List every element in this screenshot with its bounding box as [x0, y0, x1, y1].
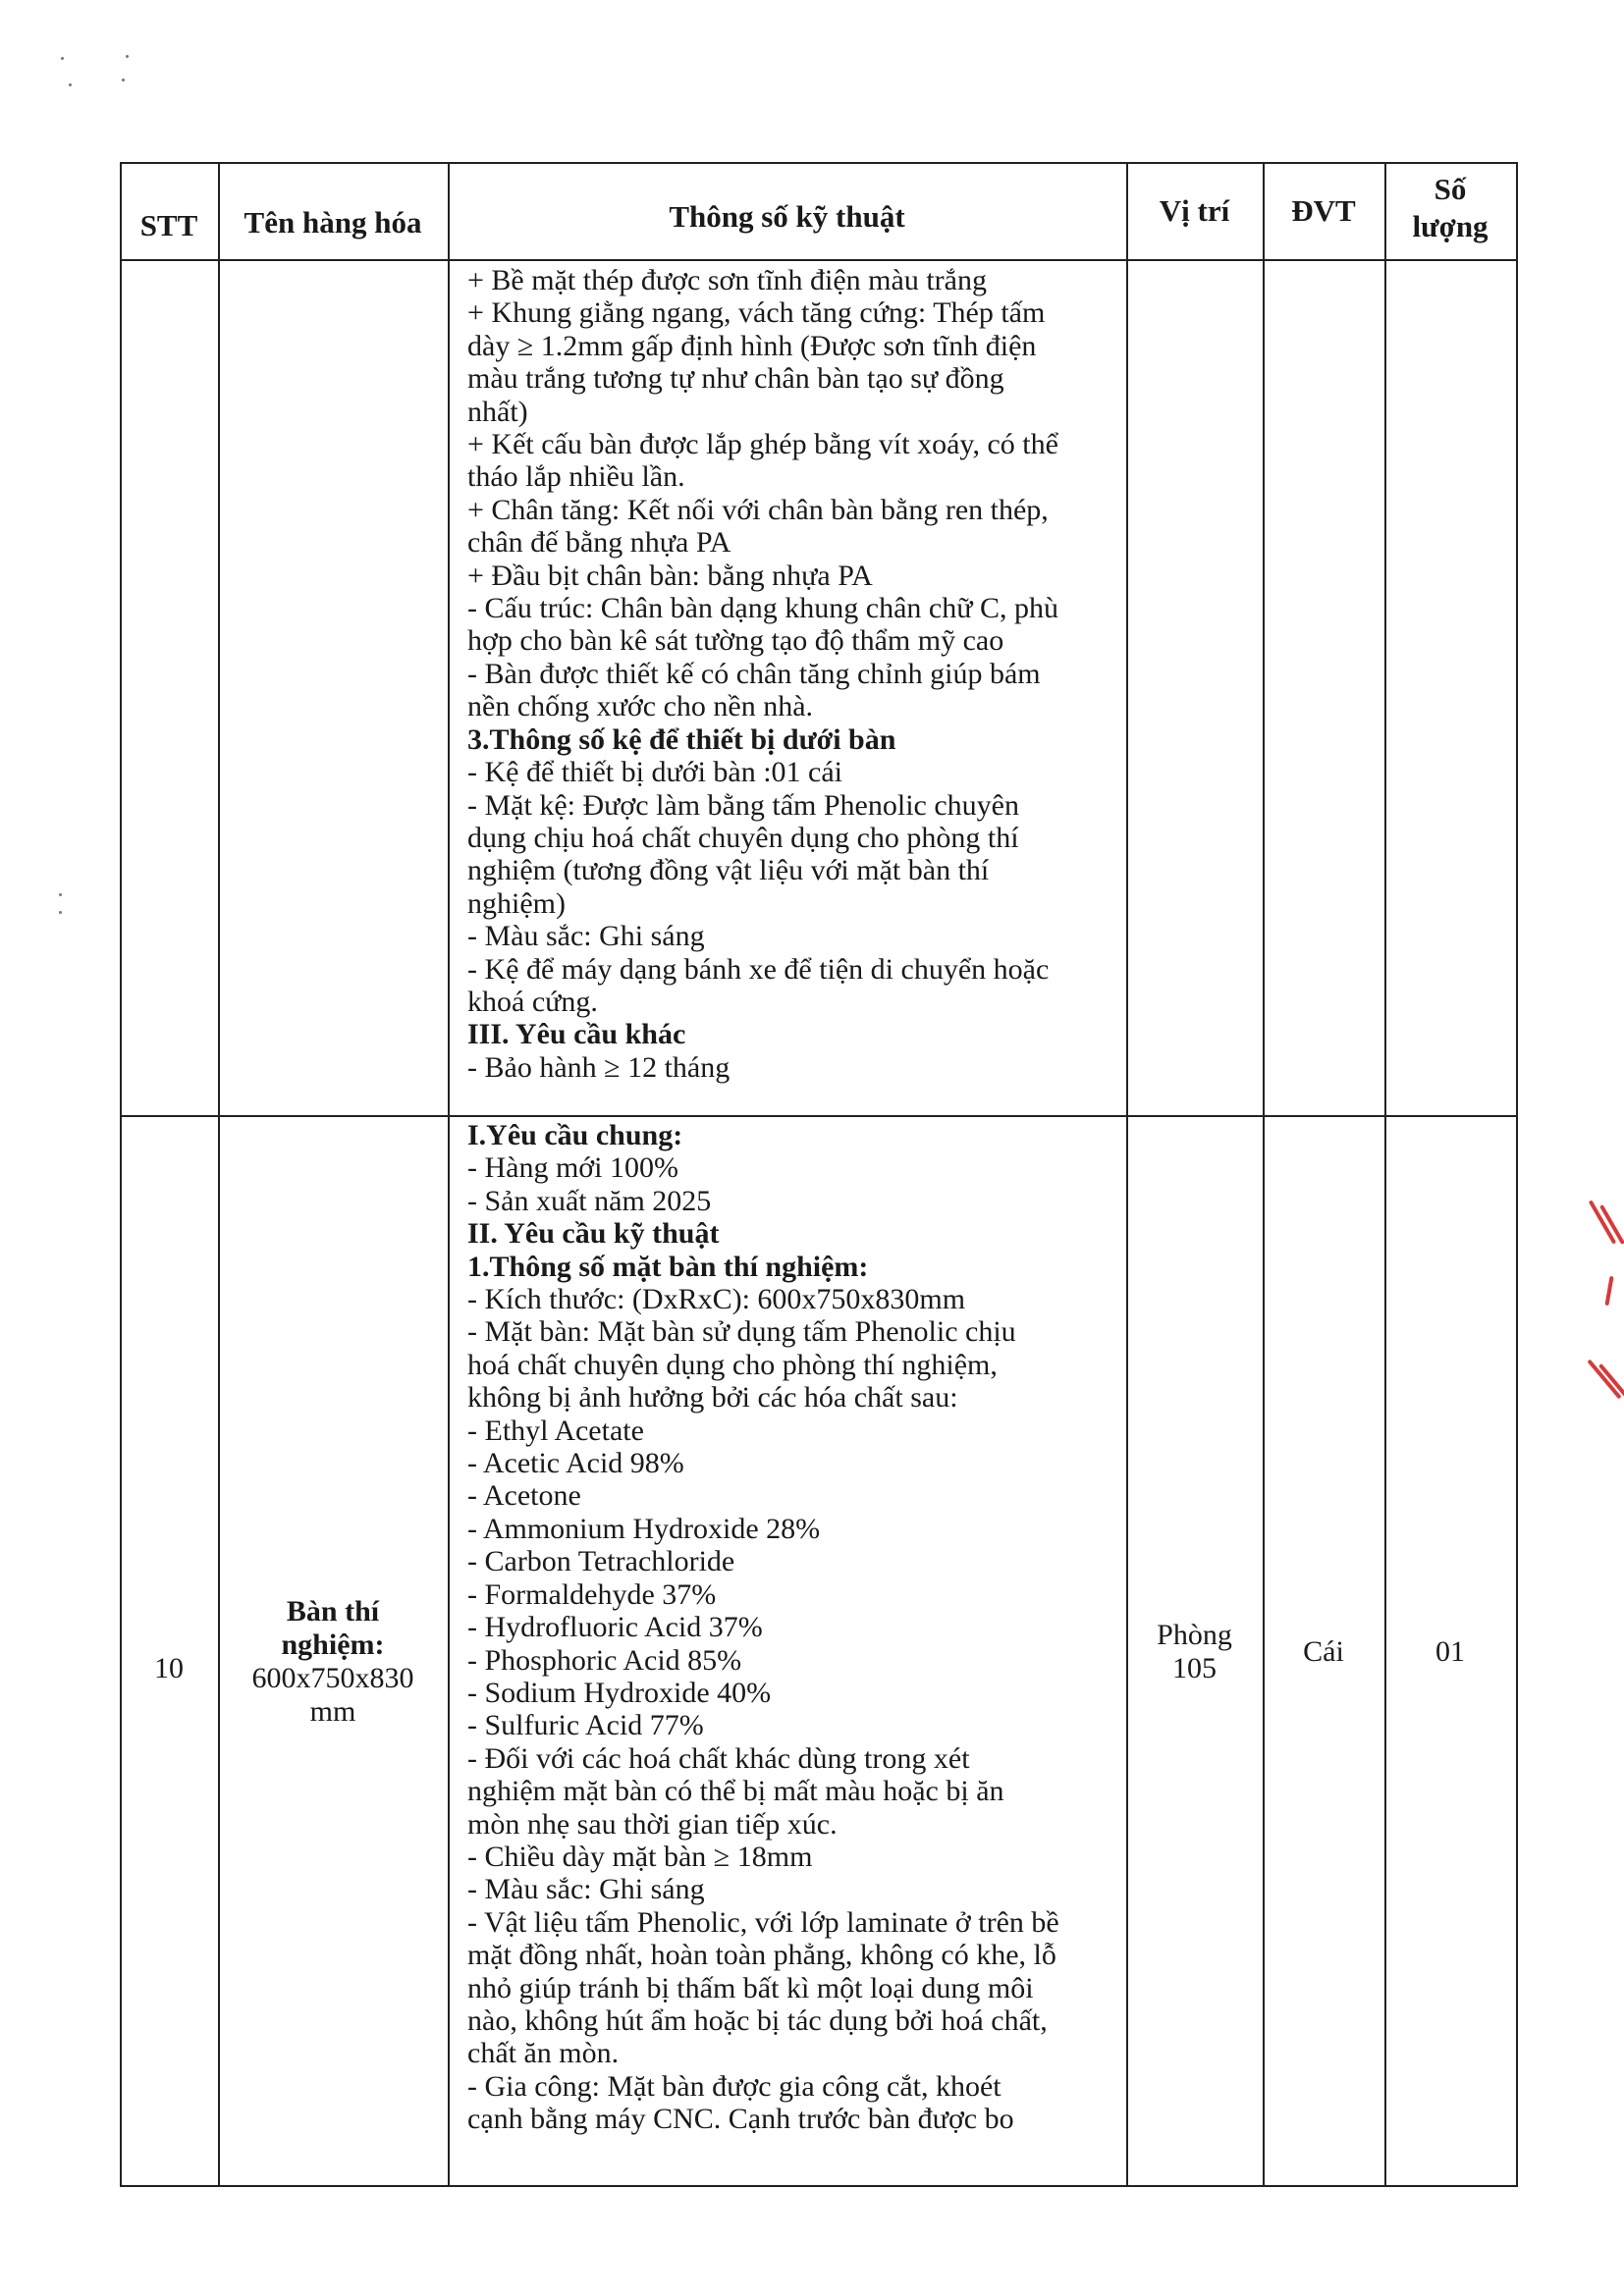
- spec-line: + Đầu bịt chân bàn: bằng nhựa PA: [467, 559, 873, 592]
- spec-line: cạnh bằng máy CNC. Cạnh trước bàn được bo: [467, 2103, 1014, 2136]
- spec-line: 1.Thông số mặt bàn thí nghiệm:: [467, 1250, 869, 1283]
- spec-line: - Mặt kệ: Được làm bằng tấm Phenolic chuyên: [467, 788, 1019, 822]
- spec-line: - Sản xuất năm 2025: [467, 1184, 712, 1217]
- header-vi-tri: Vị trí: [1159, 193, 1230, 228]
- spec-line: hoá chất chuyên dụng cho phòng thí nghiệm,: [467, 1348, 998, 1381]
- spec-line: - Bàn được thiết kế có chân tăng chỉnh giúp bám: [467, 657, 1041, 690]
- spec-line: III. Yêu cầu khác: [467, 1018, 686, 1051]
- row10-name-line4: mm: [309, 1695, 356, 1728]
- row10-vi-tri-line1: Phòng: [1157, 1619, 1232, 1651]
- spec-line: hợp cho bàn kê sát tường tạo độ thẩm mỹ cao: [467, 624, 1004, 658]
- spec-line: mòn nhẹ sau thời gian tiếp xúc.: [467, 1807, 838, 1841]
- spec-line: nhỏ giúp tránh bị thấm bất kì một loại dung môi: [467, 1971, 1034, 2004]
- spec-line: - Hydrofluoric Acid 37%: [467, 1611, 763, 1644]
- spec-line: dày ≥ 1.2mm gấp định hình (Được sơn tĩnh điện: [467, 329, 1037, 362]
- spec-line: - Mặt bàn: Mặt bàn sử dụng tấm Phenolic chịu: [467, 1315, 1016, 1349]
- spec-line: - Màu sắc: Ghi sáng: [467, 1873, 705, 1906]
- spec-line: 3.Thông số kệ để thiết bị dưới bàn: [467, 722, 896, 756]
- table-col-line: [1516, 162, 1518, 2187]
- row10-spec-block: [467, 1119, 1059, 2136]
- spec-line: - Acetone: [467, 1479, 581, 1513]
- spec-line: + Khung giằng ngang, vách tăng cứng: Thép tấm: [467, 296, 1046, 330]
- scan-speck: [59, 911, 62, 914]
- spec-continued-block: [467, 264, 1058, 1084]
- row10-name-line3: 600x750x830: [251, 1662, 414, 1694]
- table-col-line: [120, 162, 122, 2187]
- spec-line: - Đối với các hoá chất khác dùng trong xét: [467, 1741, 970, 1775]
- scan-speck: [59, 893, 62, 896]
- spec-line: - Chiều dày mặt bàn ≥ 18mm: [467, 1840, 813, 1873]
- scan-speck: [122, 79, 125, 81]
- spec-line: - Bảo hành ≥ 12 tháng: [467, 1050, 731, 1084]
- spec-line: - Kệ để thiết bị dưới bàn :01 cái: [467, 756, 843, 789]
- spec-line: I.Yêu cầu chung:: [467, 1119, 683, 1151]
- spec-line: tháo lắp nhiều lần.: [467, 460, 685, 494]
- table-border-top: [120, 162, 1518, 164]
- spec-line: khoá cứng.: [467, 985, 598, 1018]
- spec-line: II. Yêu cầu kỹ thuật: [467, 1217, 720, 1251]
- spec-line: - Ethyl Acetate: [467, 1414, 644, 1447]
- scan-speck: [61, 57, 64, 60]
- scan-speck: [69, 83, 72, 86]
- spec-line: - Gia công: Mặt bàn được gia công cắt, khoét: [467, 2069, 1001, 2103]
- spec-line: - Kệ để máy dạng bánh xe để tiện di chuyển hoặc: [467, 952, 1050, 986]
- spec-line: không bị ảnh hưởng bởi các hóa chất sau:: [467, 1381, 958, 1415]
- spec-line: mặt đồng nhất, hoàn toàn phẳng, không có khe, lỗ: [467, 1939, 1056, 1972]
- row10-vi-tri-line2: 105: [1172, 1652, 1217, 1684]
- table-col-line: [1126, 162, 1128, 2187]
- spec-line: - Màu sắc: Ghi sáng: [467, 920, 705, 953]
- spec-line: - Phosphoric Acid 85%: [467, 1643, 742, 1677]
- stamp-edge-mark: [1587, 1360, 1621, 1400]
- row10-so-luong: 01: [1435, 1635, 1465, 1668]
- scan-speck: [126, 55, 129, 58]
- row10-name-line2: nghiệm:: [281, 1629, 385, 1661]
- spec-line: chân đế bằng nhựa PA: [467, 526, 731, 560]
- spec-line: nghiệm): [467, 886, 566, 920]
- table-col-line: [1384, 162, 1386, 2187]
- header-thong-so: Thông số kỹ thuật: [669, 199, 905, 234]
- spec-line: nào, không hút ẩm hoặc bị tác dụng bởi hoá chất,: [467, 2003, 1048, 2037]
- header-dvt: ĐVT: [1291, 193, 1356, 228]
- spec-line: - Kích thước: (DxRxC): 600x750x830mm: [467, 1283, 966, 1316]
- spec-line: - Hàng mới 100%: [467, 1151, 678, 1185]
- table-header-divider: [120, 259, 1518, 261]
- spec-line: màu trắng tương tự như chân bàn tạo sự đồng: [467, 362, 1004, 396]
- row10-dvt: Cái: [1303, 1635, 1344, 1668]
- spec-line: - Acetic Acid 98%: [467, 1447, 684, 1480]
- spec-line: - Sulfuric Acid 77%: [467, 1709, 704, 1742]
- stamp-edge-mark: [1604, 1276, 1613, 1306]
- spec-line: - Sodium Hydroxide 40%: [467, 1676, 772, 1709]
- spec-line: nghiệm mặt bàn có thể bị mất màu hoặc bị ăn: [467, 1775, 1004, 1808]
- spec-line: nghiệm (tương đồng vật liệu với mặt bàn thí: [467, 854, 990, 887]
- row10-stt: 10: [154, 1652, 184, 1684]
- header-ten-hang-hoa: Tên hàng hóa: [244, 205, 422, 240]
- spec-line: nền chống xước cho nền nhà.: [467, 690, 814, 723]
- table-col-line: [1263, 162, 1265, 2187]
- row10-name-line1: Bàn thí: [286, 1595, 380, 1628]
- spec-line: - Cấu trúc: Chân bàn dạng khung chân chữ C, phù: [467, 592, 1058, 625]
- header-so-luong-line2: lượng: [1412, 209, 1489, 243]
- spec-line: + Bề mặt thép được sơn tĩnh điện màu trắng: [467, 264, 987, 296]
- table-col-line: [448, 162, 450, 2187]
- spec-line: + Kết cấu bàn được lắp ghép bằng vít xoáy, có thể: [467, 428, 1058, 461]
- table-col-line: [218, 162, 220, 2187]
- spec-line: dụng chịu hoá chất chuyên dụng cho phòng thí: [467, 821, 1019, 854]
- spec-line: chất ăn mòn.: [467, 2037, 620, 2070]
- spec-line: - Vật liệu tấm Phenolic, với lớp laminate ở trên bề: [467, 1905, 1059, 1939]
- table-border-bottom: [120, 2185, 1518, 2187]
- spec-line: + Chân tăng: Kết nối với chân bàn bằng ren thép,: [467, 493, 1049, 526]
- spec-line: - Ammonium Hydroxide 28%: [467, 1512, 821, 1545]
- table-row-divider: [120, 1115, 1518, 1117]
- header-so-luong-line1: Số: [1434, 172, 1467, 206]
- header-stt: STT: [139, 208, 198, 242]
- spec-line: - Formaldehyde 37%: [467, 1577, 717, 1611]
- spec-line: nhất): [467, 395, 528, 428]
- spec-line: - Carbon Tetrachloride: [467, 1545, 735, 1578]
